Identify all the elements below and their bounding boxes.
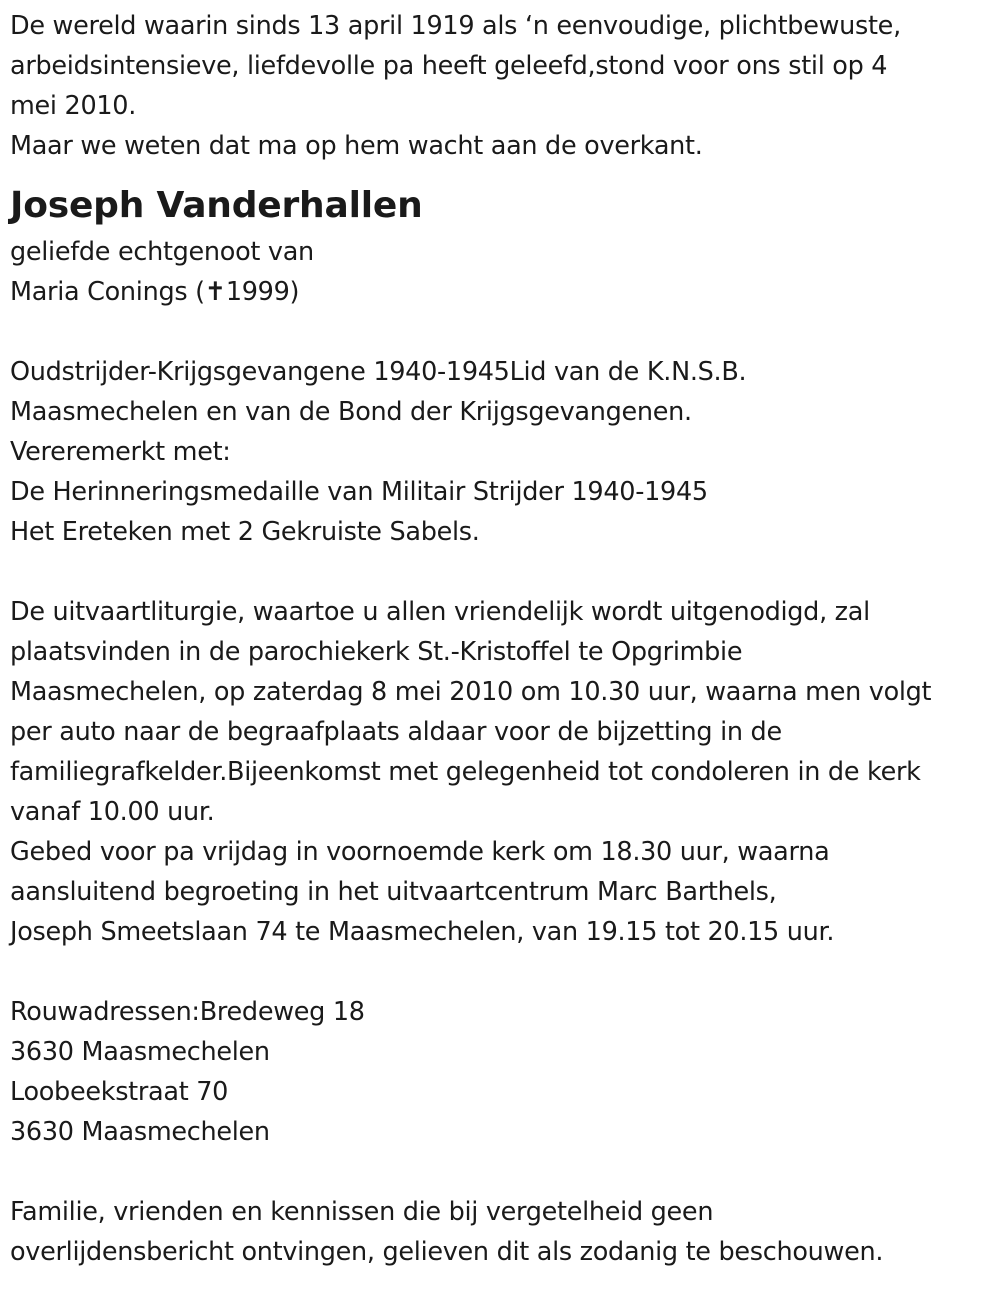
intro-section <box>10 6 990 166</box>
intro-line: De wereld waarin sinds 13 april 1919 als ‘n eenvoudige, plichtbewuste, <box>10 11 901 41</box>
closing-section <box>10 1192 990 1272</box>
address-line: 3630 Maasmechelen <box>10 1117 270 1147</box>
intro-line: arbeidsintensieve, liefdevolle pa heeft geleefd,stond voor ons stil op 4 <box>10 51 888 81</box>
honours-line: Oudstrijder-Krijgsgevangene 1940-1945Lid van de K.N.S.B. <box>10 357 747 387</box>
intro-line: mei 2010. <box>10 91 137 121</box>
intro-line: Maar we weten dat ma op hem wacht aan de overkant. <box>10 131 703 161</box>
deceased-section <box>10 186 990 312</box>
relation-line: geliefde echtgenoot van <box>10 237 314 267</box>
honours-line: Vereremerkt met: <box>10 437 231 467</box>
address-line: Rouwadressen:Bredeweg 18 <box>10 997 365 1027</box>
address-line: Loobeekstraat 70 <box>10 1077 229 1107</box>
blank-line <box>10 552 990 592</box>
blank-line <box>10 952 990 992</box>
honours-line: Maasmechelen en van de Bond der Krijgsgevangenen. <box>10 397 692 427</box>
funeral-line: vanaf 10.00 uur. <box>10 797 215 827</box>
blank-line <box>10 312 990 352</box>
funeral-section <box>10 592 990 952</box>
relation-line: Maria Conings (✝1999) <box>10 277 300 307</box>
honours-section <box>10 352 990 552</box>
honours-line: Het Ereteken met 2 Gekruiste Sabels. <box>10 517 480 547</box>
addresses-section <box>10 992 990 1152</box>
funeral-line: familiegrafkelder.Bijeenkomst met gelegenheid tot condoleren in de kerk <box>10 757 921 787</box>
funeral-line: per auto naar de begraafplaats aldaar voor de bijzetting in de <box>10 717 782 747</box>
closing-line: Familie, vrienden en kennissen die bij vergetelheid geen <box>10 1197 714 1227</box>
closing-line: overlijdensbericht ontvingen, gelieven dit als zodanig te beschouwen. <box>10 1237 884 1267</box>
deceased-name: Joseph Vanderhallen <box>10 185 423 226</box>
funeral-line: plaatsvinden in de parochiekerk St.-Kristoffel te Opgrimbie <box>10 637 743 667</box>
section-gap <box>10 166 990 180</box>
funeral-line: Gebed voor pa vrijdag in voornoemde kerk om 18.30 uur, waarna <box>10 837 830 867</box>
funeral-line: De uitvaartliturgie, waartoe u allen vriendelijk wordt uitgenodigd, zal <box>10 597 870 627</box>
funeral-line: aansluitend begroeting in het uitvaartcentrum Marc Barthels, <box>10 877 777 907</box>
address-line: 3630 Maasmechelen <box>10 1037 270 1067</box>
blank-line <box>10 1152 990 1192</box>
funeral-line: Joseph Smeetslaan 74 te Maasmechelen, van 19.15 tot 20.15 uur. <box>10 917 835 947</box>
honours-line: De Herinneringsmedaille van Militair Strijder 1940-1945 <box>10 477 708 507</box>
funeral-line: Maasmechelen, op zaterdag 8 mei 2010 om 10.30 uur, waarna men volgt <box>10 677 932 707</box>
